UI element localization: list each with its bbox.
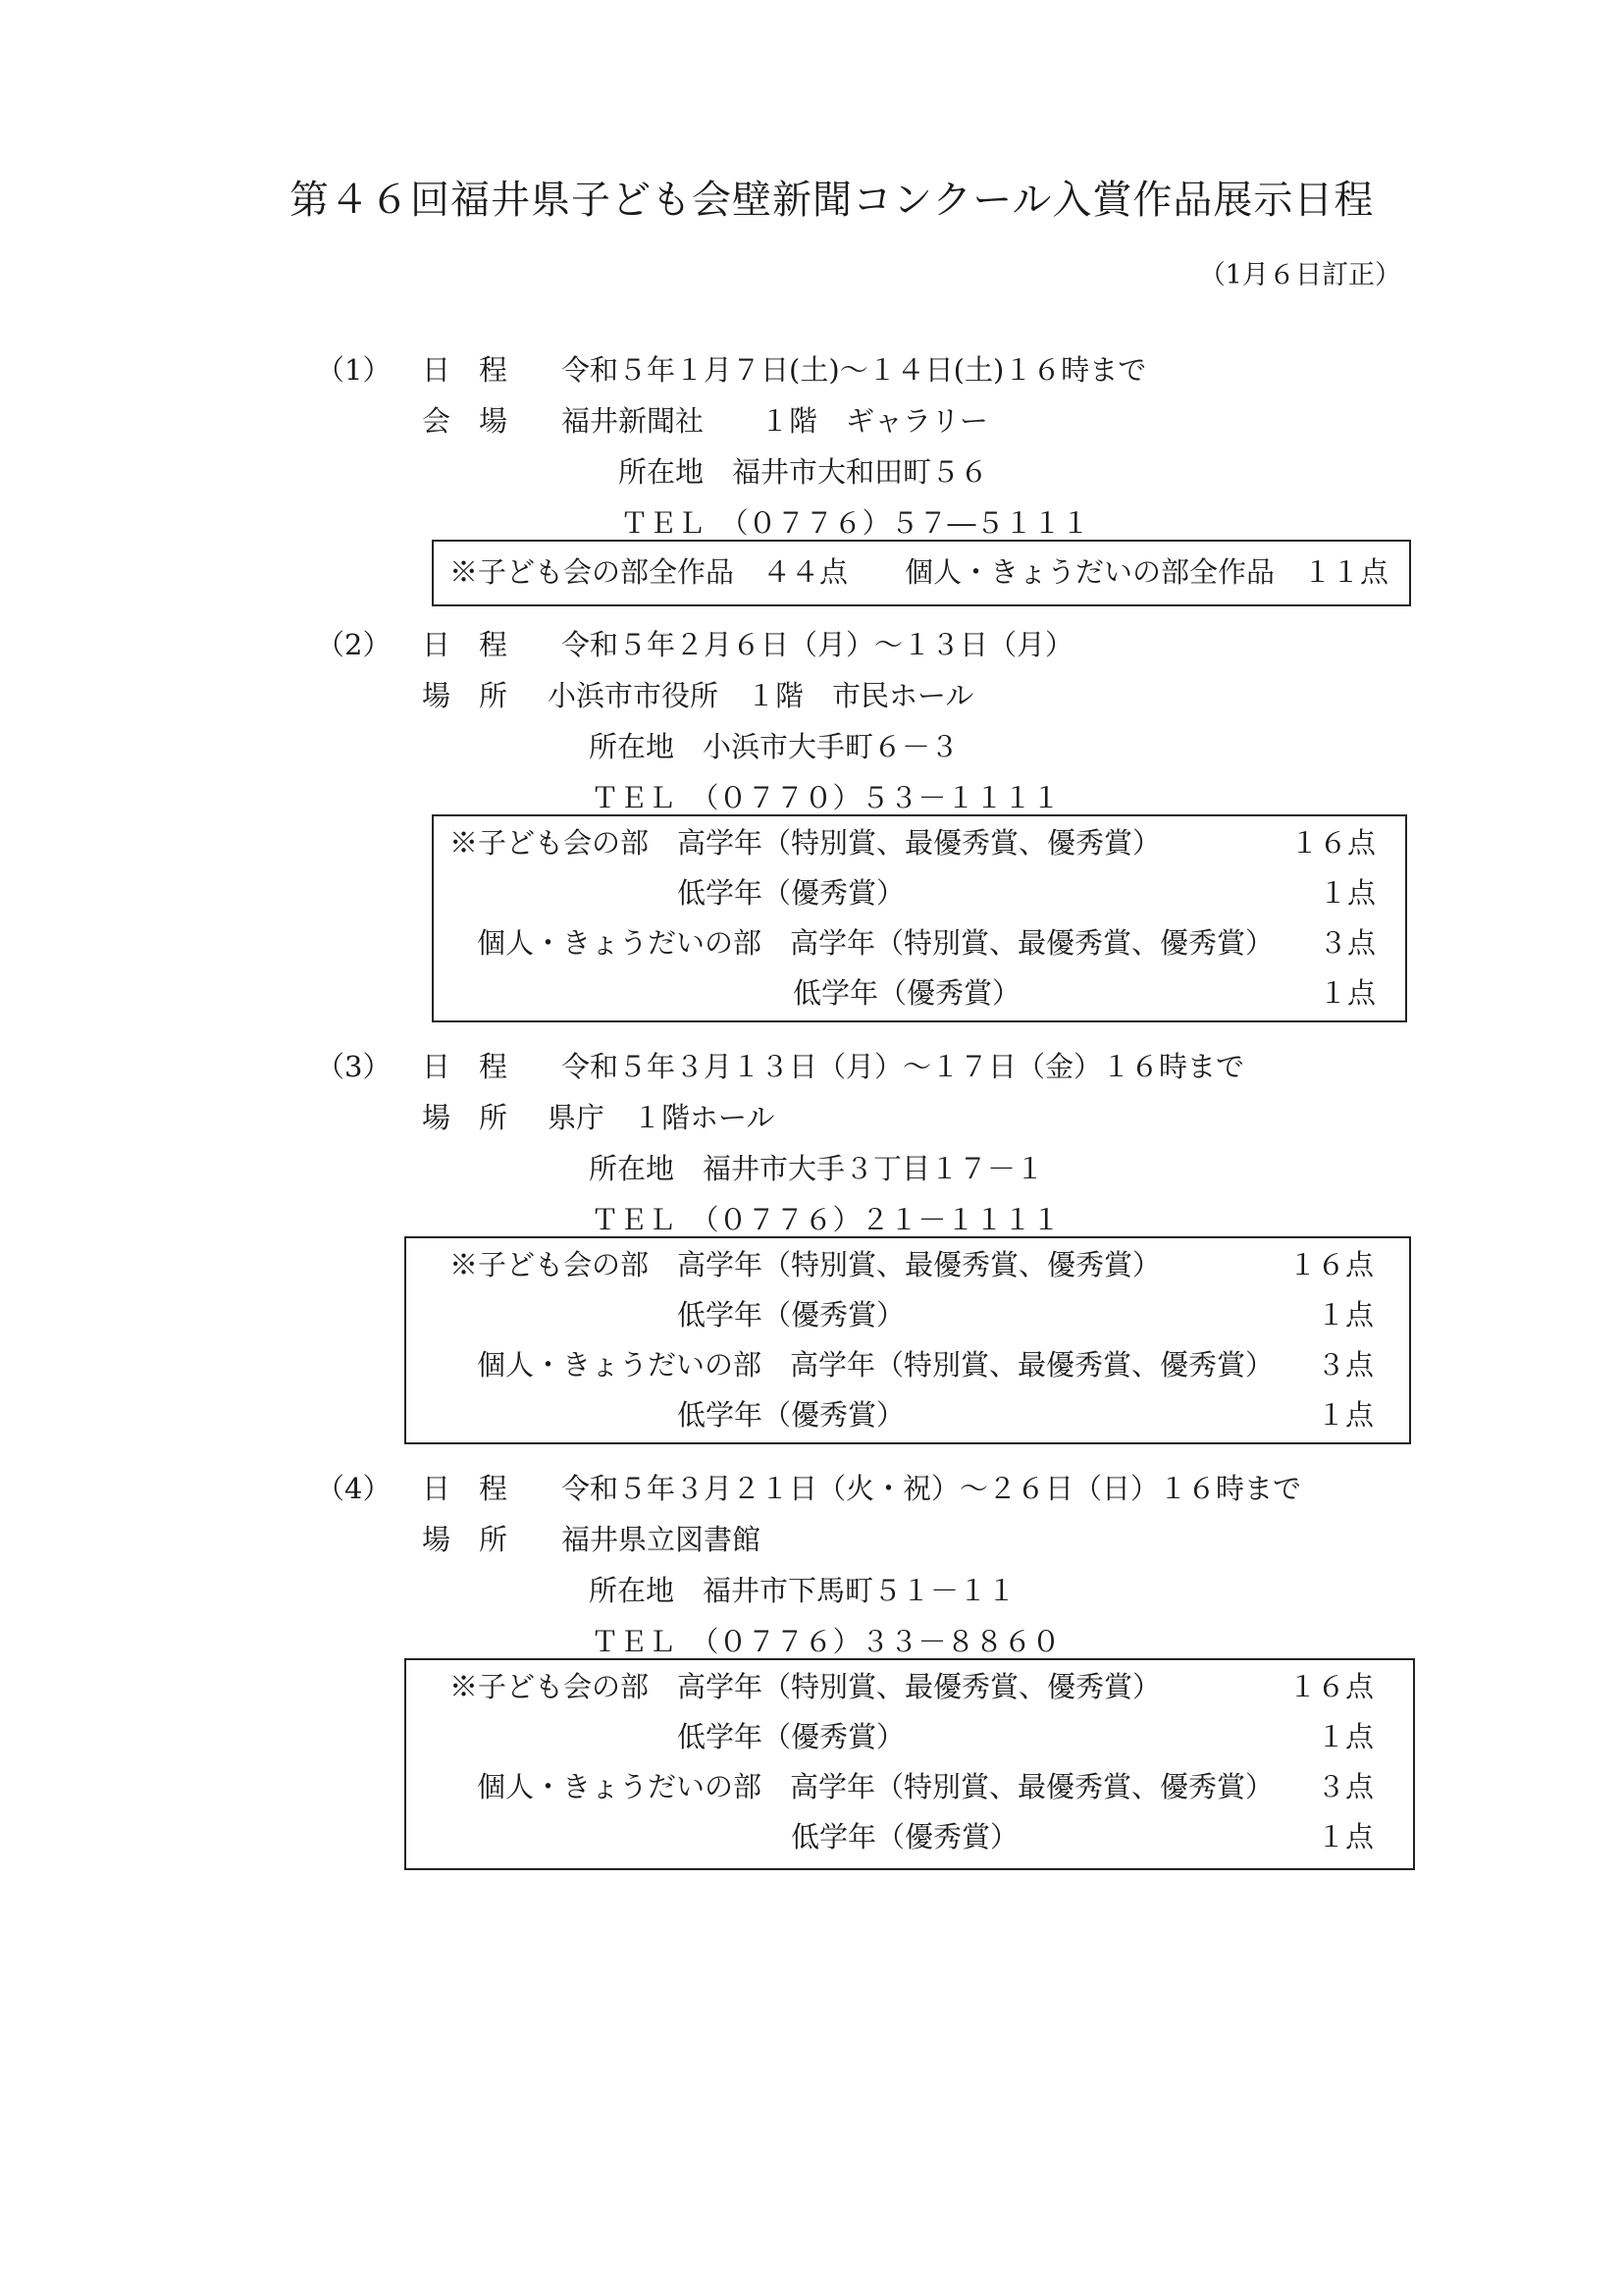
award-row-label: 個人・きょうだいの部 高学年（特別賞、最優秀賞、優秀賞） — [477, 926, 1275, 960]
tel-text: ＴＥＬ （０７７６）３３－８８６０ — [591, 1625, 1061, 1658]
venue-label: 会 場 — [422, 404, 508, 438]
address-text: 所在地 福井市大和田町５６ — [618, 455, 989, 489]
award-row-count: １６点 — [1287, 1248, 1374, 1281]
award-box — [404, 1658, 1415, 1870]
tel-text: ＴＥＬ （０７７０）５３－１１１１ — [591, 781, 1061, 814]
address-text: 所在地 小浜市大手町６－３ — [589, 730, 960, 763]
schedule-label: 日 程 — [422, 628, 508, 661]
schedule-text: 令和５年２月６日（月）～１３日（月） — [561, 628, 1074, 661]
venue-text: 福井新聞社 １階 ギャラリー — [561, 404, 989, 438]
award-row-label: 低学年（優秀賞） — [677, 1398, 906, 1432]
award-summary: ※子ども会の部全作品 ４４点 個人・きょうだいの部全作品 １１点 — [449, 555, 1389, 589]
section-number: （3） — [316, 1050, 392, 1083]
award-row-count: １６点 — [1287, 1670, 1374, 1703]
award-row-count: １点 — [1318, 876, 1376, 910]
award-row-count: １点 — [1316, 1298, 1374, 1331]
schedule-label: 日 程 — [422, 1050, 508, 1083]
award-row-label: 低学年（優秀賞） — [793, 976, 1021, 1010]
section-number: （2） — [316, 628, 392, 661]
award-row-count: １点 — [1318, 976, 1376, 1010]
award-row-label: 低学年（優秀賞） — [677, 1298, 906, 1331]
address-text: 所在地 福井市下馬町５１－１１ — [589, 1574, 1017, 1607]
venue-label: 場 所 — [422, 1101, 508, 1134]
correction-note: （1月６日訂正） — [1198, 260, 1401, 290]
award-row-count: ３点 — [1316, 1770, 1374, 1803]
venue-text: 福井県立図書館 — [561, 1523, 761, 1556]
schedule-label: 日 程 — [422, 353, 508, 387]
award-row-label: ※子ども会の部 高学年（特別賞、最優秀賞、優秀賞） — [449, 826, 1162, 860]
schedule-text: 令和５年１月７日(土)～１４日(土)１６時まで — [561, 353, 1147, 387]
award-row-label: 低学年（優秀賞） — [791, 1820, 1020, 1853]
award-row-label: 低学年（優秀賞） — [677, 876, 906, 910]
tel-text: ＴＥＬ （０７７６）５７―５１１１ — [620, 506, 1090, 540]
award-row-label: ※子ども会の部 高学年（特別賞、最優秀賞、優秀賞） — [449, 1670, 1162, 1703]
schedule-label: 日 程 — [422, 1472, 508, 1505]
award-row-label: 低学年（優秀賞） — [677, 1720, 906, 1753]
award-box — [404, 1236, 1411, 1444]
tel-text: ＴＥＬ （０７７６）２１－１１１１ — [591, 1203, 1061, 1236]
award-row-count: １６点 — [1289, 826, 1376, 860]
award-row-label: ※子ども会の部 高学年（特別賞、最優秀賞、優秀賞） — [449, 1248, 1162, 1281]
award-row-label: 個人・きょうだいの部 高学年（特別賞、最優秀賞、優秀賞） — [477, 1348, 1275, 1382]
section-number: （4） — [316, 1472, 392, 1505]
schedule-text: 令和５年３月１３日（月）～１７日（金）１６時まで — [561, 1050, 1245, 1083]
award-box — [432, 540, 1411, 606]
award-row-count: １点 — [1316, 1820, 1374, 1853]
section-number: （1） — [316, 353, 392, 387]
schedule-text: 令和５年３月２１日（火・祝）～２６日（日）１６時まで — [561, 1472, 1302, 1505]
page-title: 第４６回福井県子ども会壁新聞コンクール入賞作品展示日程 — [289, 178, 1375, 223]
venue-text: 県庁 １階ホール — [548, 1101, 775, 1134]
venue-label: 場 所 — [422, 1523, 508, 1556]
award-row-count: １点 — [1316, 1398, 1374, 1432]
venue-text: 小浜市市役所 １階 市民ホール — [548, 679, 974, 712]
address-text: 所在地 福井市大手３丁目１７－１ — [589, 1152, 1045, 1185]
award-row-label: 個人・きょうだいの部 高学年（特別賞、最優秀賞、優秀賞） — [477, 1770, 1275, 1803]
award-row-count: １点 — [1316, 1720, 1374, 1753]
award-row-count: ３点 — [1318, 926, 1376, 960]
award-box — [432, 814, 1407, 1022]
venue-label: 場 所 — [422, 679, 508, 712]
award-row-count: ３点 — [1316, 1348, 1374, 1382]
